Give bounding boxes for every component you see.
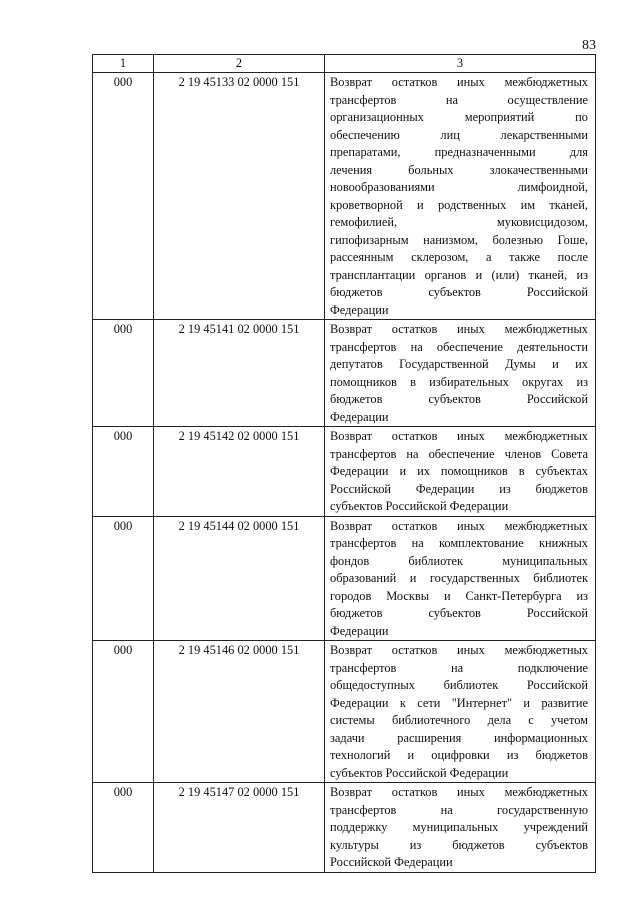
description-cell (325, 427, 596, 517)
description-line: лечения больных злокачественными (330, 162, 588, 177)
description-line: помощников в избирательных округах из (330, 374, 588, 389)
description-line: трансфертов на подключение (330, 660, 588, 675)
description-line: технологий и оцифровки из бюджетов (330, 748, 588, 762)
description-line: трансфертов на обеспечение членов Совета (330, 446, 588, 461)
admin-code-cell: 000 (93, 516, 154, 641)
description-line: Федерации и их помощников в субъектах (330, 464, 588, 478)
description-line: трансфертов на комплектование книжных (330, 536, 588, 550)
description-line: Возврат остатков иных межбюджетных (330, 322, 588, 336)
table-row (93, 73, 596, 320)
description-line: новообразованиями лимфоидной, (330, 180, 588, 194)
budget-classification-code-cell: 2 19 45146 02 0000 151 (154, 641, 325, 783)
description-line: трансфертов на обеспечение деятельности (330, 339, 588, 354)
description-line: трансфертов на государственную (330, 802, 588, 817)
budget-classification-code-cell: 2 19 45142 02 0000 151 (154, 427, 325, 517)
table-row (93, 783, 596, 873)
description-line: препаратами, предназначенными для (330, 145, 588, 159)
column-header-2: 2 (154, 55, 325, 73)
description-line: субъектов Российской Федерации (330, 765, 509, 780)
table-row (93, 427, 596, 517)
description-line: культуры из бюджетов субъектов (330, 837, 588, 852)
description-line: Российской Федерации (330, 855, 453, 869)
table-body (93, 73, 596, 873)
description-line: фондов библиотек муниципальных (330, 553, 588, 568)
budget-codes-table (92, 54, 596, 873)
description-line: Возврат остатков иных межбюджетных (330, 429, 588, 443)
description-line: бюджетов субъектов Российской (330, 285, 588, 299)
description-line: Возврат остатков иных межбюджетных (330, 518, 588, 533)
description-line: задачи расширения информационных (330, 730, 588, 745)
admin-code-cell: 000 (93, 320, 154, 427)
description-line: Федерации к сети "Интернет" и развитие (330, 695, 588, 710)
column-header-3: 3 (325, 55, 596, 73)
admin-code-cell: 000 (93, 73, 154, 320)
description-line: Федерации (330, 623, 389, 638)
description-cell (325, 783, 596, 873)
description-line: депутатов Государственной Думы и их (330, 357, 588, 371)
description-line: Федерации (330, 302, 389, 317)
description-line: субъектов Российской Федерации (330, 499, 509, 513)
description-line: городов Москвы и Санкт-Петербурга из (330, 588, 588, 603)
description-line: Возврат остатков иных межбюджетных (330, 75, 588, 89)
description-cell (325, 641, 596, 783)
budget-classification-code-cell: 2 19 45133 02 0000 151 (154, 73, 325, 320)
admin-code-cell: 000 (93, 427, 154, 517)
description-line: Возврат остатков иных межбюджетных (330, 643, 588, 657)
description-line: бюджетов субъектов Российской (330, 392, 588, 406)
description-line: бюджетов субъектов Российской (330, 606, 588, 620)
budget-classification-code-cell: 2 19 45144 02 0000 151 (154, 516, 325, 641)
description-cell (325, 320, 596, 427)
page-number: 83 (582, 38, 596, 53)
description-line: гемофилией, муковисцидозом, (330, 215, 588, 229)
column-header-1: 1 (93, 55, 154, 73)
description-line: организационных мероприятий по (330, 110, 588, 124)
description-line: Федерации (330, 409, 389, 424)
admin-code-cell: 000 (93, 783, 154, 873)
table-row (93, 641, 596, 783)
description-cell (325, 516, 596, 641)
description-line: обеспечению лиц лекарственными (330, 127, 588, 142)
description-line: Возврат остатков иных межбюджетных (330, 785, 588, 799)
budget-classification-code-cell: 2 19 45147 02 0000 151 (154, 783, 325, 873)
admin-code-cell: 000 (93, 641, 154, 783)
description-line: рассеянным склерозом, а также после (330, 250, 588, 264)
description-line: трансфертов на осуществление (330, 92, 588, 107)
description-line: общедоступных библиотек Российской (330, 678, 588, 692)
description-cell (325, 73, 596, 320)
table-header-row (93, 55, 596, 73)
table-row (93, 320, 596, 427)
table-row (93, 516, 596, 641)
description-line: трансплантации органов и (или) тканей, из (330, 267, 588, 282)
budget-classification-code-cell: 2 19 45141 02 0000 151 (154, 320, 325, 427)
description-line: образований и государственных библиотек (330, 571, 588, 585)
description-line: системы библиотечного дела с учетом (330, 713, 588, 727)
description-line: кроветворной и родственных им тканей, (330, 197, 588, 212)
description-line: поддержку муниципальных учреждений (330, 820, 588, 834)
description-line: Российской Федерации из бюджетов (330, 481, 588, 496)
description-line: гипофизарным нанизмом, болезнью Гоше, (330, 232, 588, 247)
